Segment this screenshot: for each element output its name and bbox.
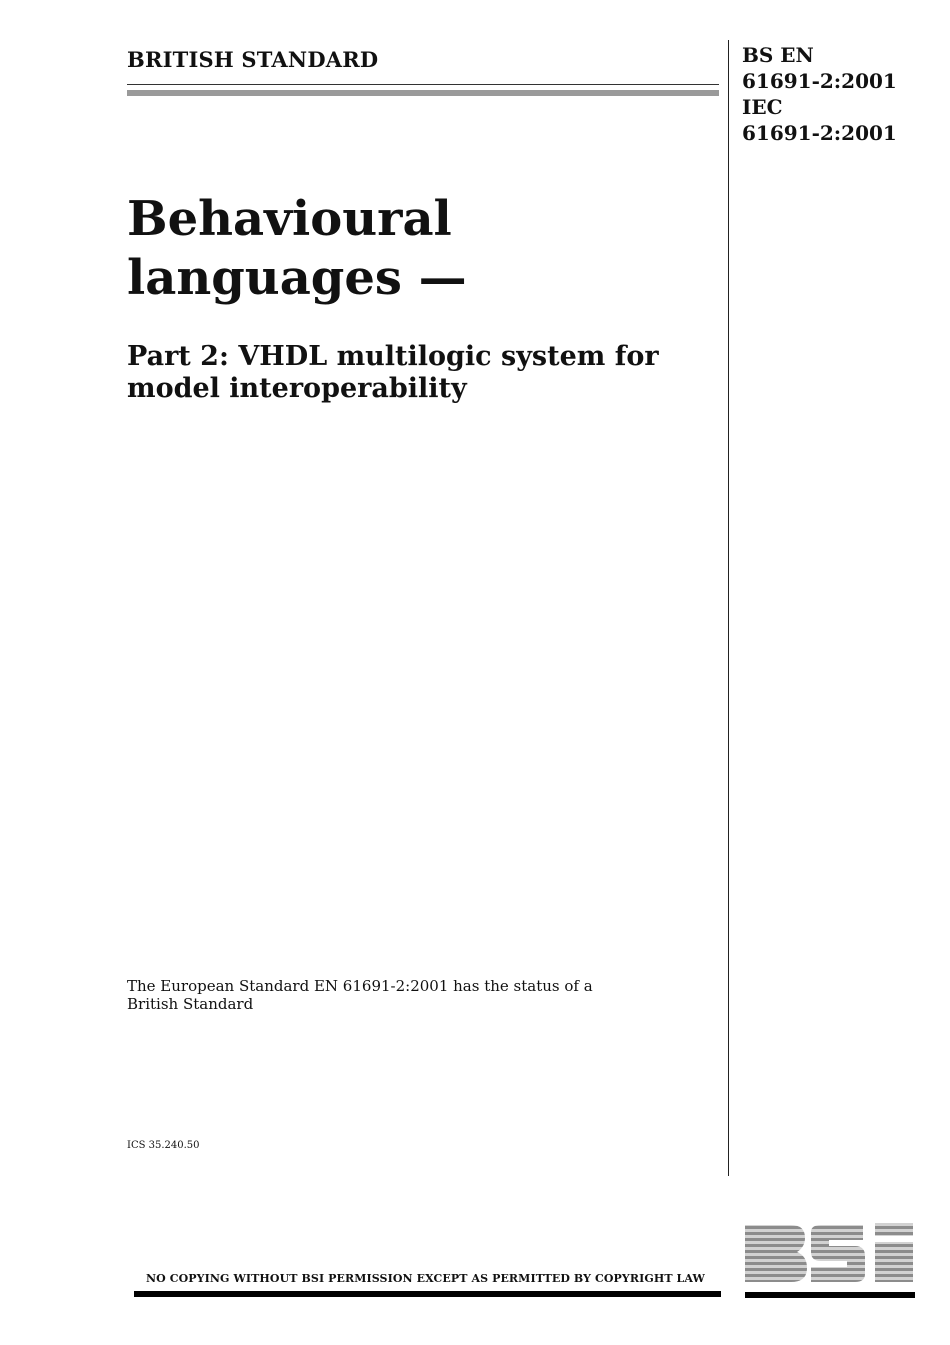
copyright-notice: NO COPYING WITHOUT BSI PERMISSION EXCEPT AS PERMITTED BY COPYRIGHT LAW	[146, 1272, 705, 1285]
document-title	[127, 190, 687, 308]
document-subtitle	[127, 341, 707, 405]
subtitle-line-2: model interoperability	[127, 373, 467, 404]
identifier-line-3: IEC	[742, 95, 783, 119]
vertical-divider	[728, 40, 729, 1176]
standard-identifiers	[742, 42, 942, 146]
bsi-logo-icon	[745, 1220, 915, 1300]
identifier-line-4: 61691-2:2001	[742, 121, 897, 145]
footer-rule	[134, 1291, 721, 1297]
identifier-line-1: BS EN	[742, 43, 814, 67]
ics-code: ICS 35.240.50	[127, 1140, 200, 1151]
header-label: BRITISH STANDARD	[127, 47, 379, 72]
identifier-line-2: 61691-2:2001	[742, 69, 897, 93]
status-note	[127, 977, 687, 1013]
header-rule-thin	[127, 84, 719, 85]
title-line-1: Behavioural	[127, 191, 452, 247]
title-line-2: languages —	[127, 250, 467, 306]
status-note-line-2: British Standard	[127, 995, 254, 1013]
header-rule-thick	[127, 90, 719, 96]
subtitle-line-1: Part 2: VHDL multilogic system for	[127, 341, 659, 372]
status-note-line-1: The European Standard EN 61691-2:2001 has the status of a	[127, 977, 593, 995]
